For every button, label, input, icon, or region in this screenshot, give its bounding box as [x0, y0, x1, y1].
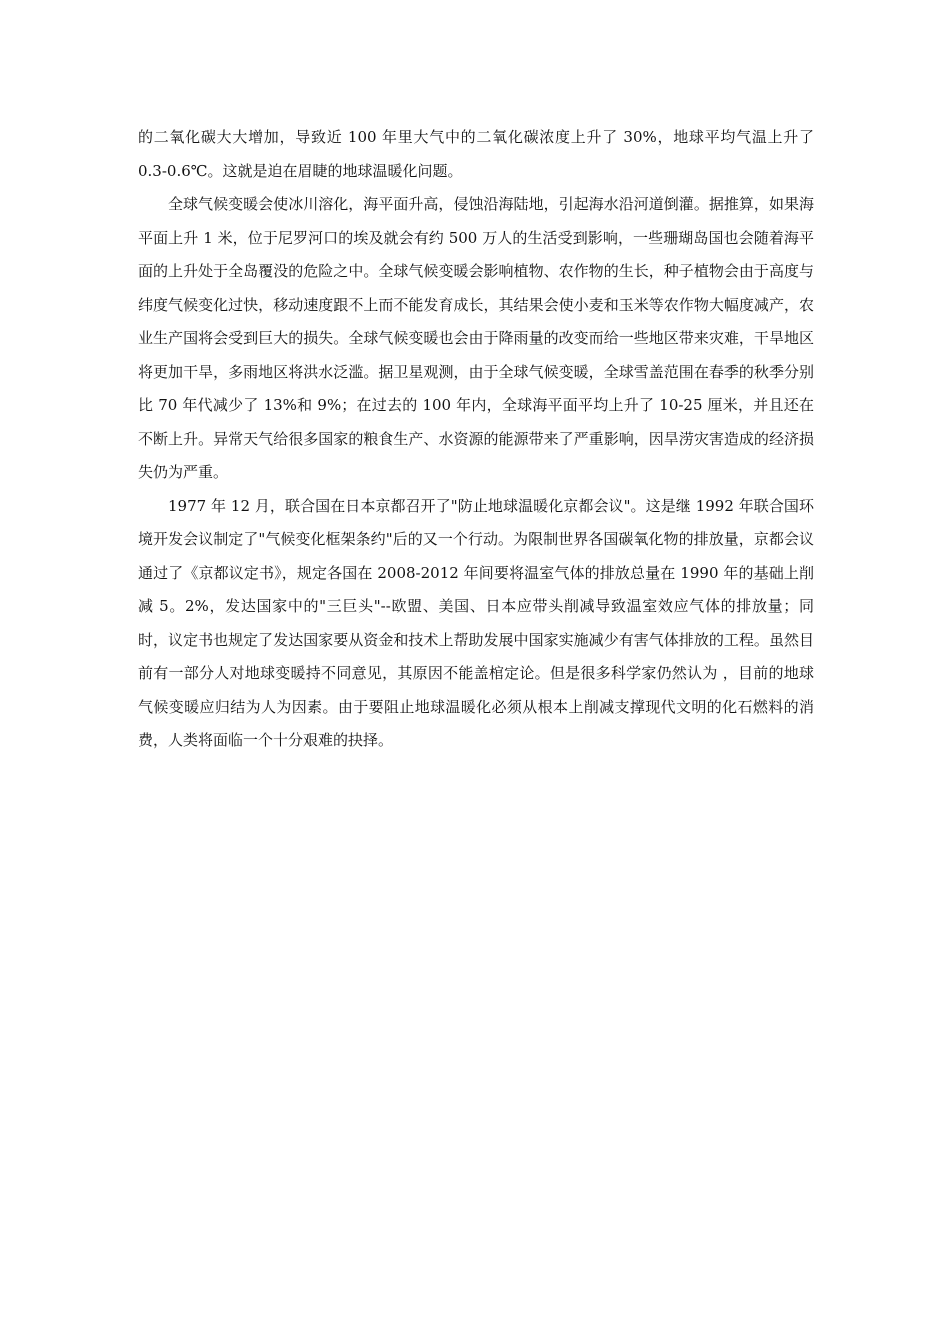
paragraph-climate-impacts: 全球气候变暖会使冰川溶化，海平面升高，侵蚀沿海陆地，引起海水沿河道倒灌。据推算，如果海平面上升 1 米，位于尼罗河口的埃及就会有约 500 万人的生活受到影响，一些珊瑚岛国也会随着海平面的上升处于全岛覆没的危险之中。全球气候变暖会影响植物、农作物的生长，种子植物会由于高度与纬度气候变化过快，移动速度跟不上而不能发育成长，其结果会使小麦和玉米等农作物大幅度减产，农业生产国将会受到巨大的损失。全球气候变暖也会由于降雨量的改变而给一些地区带来灾难，干旱地区将更加干旱，多雨地区将洪水泛滥。据卫星观测，由于全球气候变暖，全球雪盖范围在春季的秋季分别比 70 年代减少了 13%和 9%；在过去的 100 年内，全球海平面平均上升了 10-25 厘米，并且还在不断上升。异常天气给很多国家的粮食生产、水资源的能源带来了严重影响，因旱涝灾害造成的经济损失仍为严重。 [138, 195, 814, 481]
paragraph-kyoto-conference: 1977 年 12 月，联合国在日本京都召开了"防止地球温暖化京都会议"。这是继 1992 年联合国环境开发会议制定了"气候变化框架条约"后的又一个行动。为限制世界各国碳氧化物的排放量，京都会议通过了《京都议定书》，规定各国在 2008-2012 年间要将温室气体的排放总量在 1990 年的基础上削减 5。2%，发达国家中的"三巨头"--欧盟、美国、日本应带头削减导致温室效应气体的排放量；同时，议定书也规定了发达国家要从资金和技术上帮助发展中国家实施减少有害气体排放的工程。虽然目前有一部分人对地球变暖持不同意见，其原因不能盖棺定论。但是很多科学家仍然认为 ，目前的地球气候变暖应归结为人为因素。由于要阻止地球温暖化必须从根本上削减支撑现代文明的化石燃料的消费，人类将面临一个十分艰难的抉择。 [138, 496, 814, 749]
paragraph-continuation: 的二氧化碳大大增加，导致近 100 年里大气中的二氧化碳浓度上升了 30%，地球平均气温上升了 0.3-0.6℃。这就是迫在眉睫的地球温暖化问题。 [138, 128, 814, 180]
document-body [138, 121, 814, 758]
